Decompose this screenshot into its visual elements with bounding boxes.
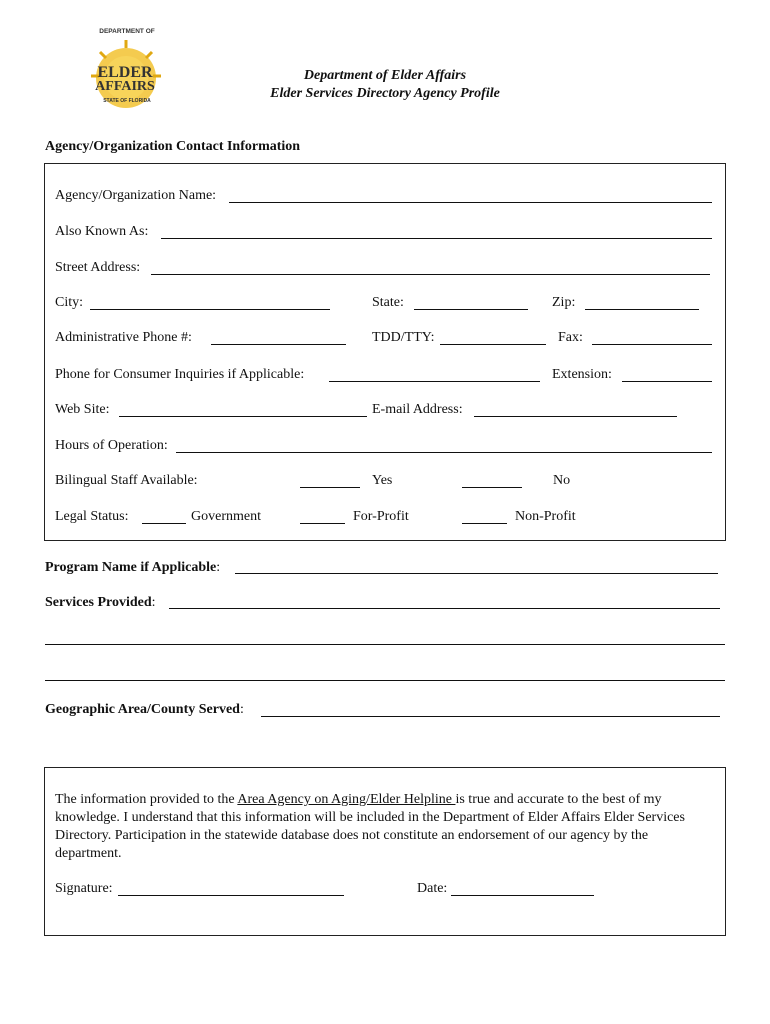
bilingual-label: Bilingual Staff Available:: [55, 473, 198, 488]
fax-field[interactable]: [592, 344, 712, 345]
agency-name-label: Agency/Organization Name:: [55, 188, 217, 203]
website-label: Web Site:: [55, 402, 110, 417]
geo-field[interactable]: [261, 716, 720, 717]
street-field[interactable]: [151, 274, 710, 275]
services-field-line2[interactable]: [45, 644, 725, 645]
contact-section-heading: Agency/Organization Contact Information: [45, 139, 301, 154]
geo-colon: :: [239, 702, 244, 717]
logo-line1: ELDER: [97, 64, 153, 81]
bilingual-yes-label: Yes: [372, 473, 393, 488]
extension-field[interactable]: [622, 381, 712, 382]
forprofit-label: For-Profit: [353, 509, 409, 524]
certification-statement: [55, 791, 717, 863]
government-field[interactable]: [142, 523, 186, 524]
logo-line2: AFFAIRS: [95, 79, 155, 94]
tdd-label: TDD/TTY:: [372, 330, 435, 345]
tdd-field[interactable]: [440, 344, 546, 345]
legal-status-label: Legal Status:: [55, 509, 129, 524]
street-label: Street Address:: [55, 260, 141, 275]
signature-label: Signature:: [55, 881, 113, 896]
zip-field[interactable]: [585, 309, 699, 310]
services-field-line3[interactable]: [45, 680, 725, 681]
services-field[interactable]: [169, 608, 720, 609]
extension-label: Extension:: [552, 367, 612, 382]
bilingual-yes-field[interactable]: [300, 487, 360, 488]
logo-bottom-text: STATE OF FLORIDA: [103, 98, 151, 104]
elder-affairs-logo: [86, 28, 164, 110]
program-name-field[interactable]: [235, 573, 718, 574]
services-label: Services Provided: [45, 595, 152, 610]
city-field[interactable]: [90, 309, 330, 310]
nonprofit-field[interactable]: [462, 523, 507, 524]
bilingual-no-field[interactable]: [462, 487, 522, 488]
date-field[interactable]: [451, 895, 594, 896]
geo-label: Geographic Area/County Served: [45, 702, 240, 717]
services-colon: :: [151, 595, 156, 610]
certification-text-before: The information provided to the: [55, 792, 238, 807]
consumer-phone-label: Phone for Consumer Inquiries if Applicable:: [55, 367, 305, 382]
program-name-label: Program Name if Applicable: [45, 560, 217, 575]
bilingual-no-label: No: [553, 473, 571, 488]
geo-row: [45, 702, 244, 718]
fax-label: Fax:: [558, 330, 583, 345]
program-name-row: [45, 560, 220, 576]
admin-phone-field[interactable]: [211, 344, 346, 345]
program-name-colon: :: [216, 560, 221, 575]
certification-text-after: is true and accurate to the best of my knowledge. I understand that this information will be included in the Department of Elder Affairs Elder Services Directory. Participation in the statewide database does not constitute an endorsement of our agency by the department.: [55, 792, 685, 861]
state-field[interactable]: [414, 309, 528, 310]
hours-field[interactable]: [176, 452, 712, 453]
forprofit-field[interactable]: [300, 523, 345, 524]
hours-label: Hours of Operation:: [55, 438, 168, 453]
admin-phone-label: Administrative Phone #:: [55, 330, 192, 345]
government-label: Government: [191, 509, 261, 524]
aka-field[interactable]: [161, 238, 712, 239]
state-label: State:: [372, 295, 404, 310]
date-label: Date:: [417, 881, 448, 896]
certification-agency-name: Area Agency on Aging/Elder Helpline: [237, 792, 456, 807]
agency-name-field[interactable]: [229, 202, 712, 203]
consumer-phone-field[interactable]: [329, 381, 540, 382]
city-label: City:: [55, 295, 84, 310]
email-label: E-mail Address:: [372, 402, 463, 417]
aka-label: Also Known As:: [55, 224, 149, 239]
services-row: [45, 595, 156, 611]
document-title: Department of Elder Affairs: [303, 68, 467, 83]
email-field[interactable]: [474, 416, 677, 417]
document-subtitle: Elder Services Directory Agency Profile: [270, 86, 500, 101]
zip-label: Zip:: [552, 295, 576, 310]
nonprofit-label: Non-Profit: [515, 509, 576, 524]
signature-field[interactable]: [118, 895, 344, 896]
logo-top-text: DEPARTMENT OF: [99, 28, 155, 35]
website-field[interactable]: [119, 416, 367, 417]
